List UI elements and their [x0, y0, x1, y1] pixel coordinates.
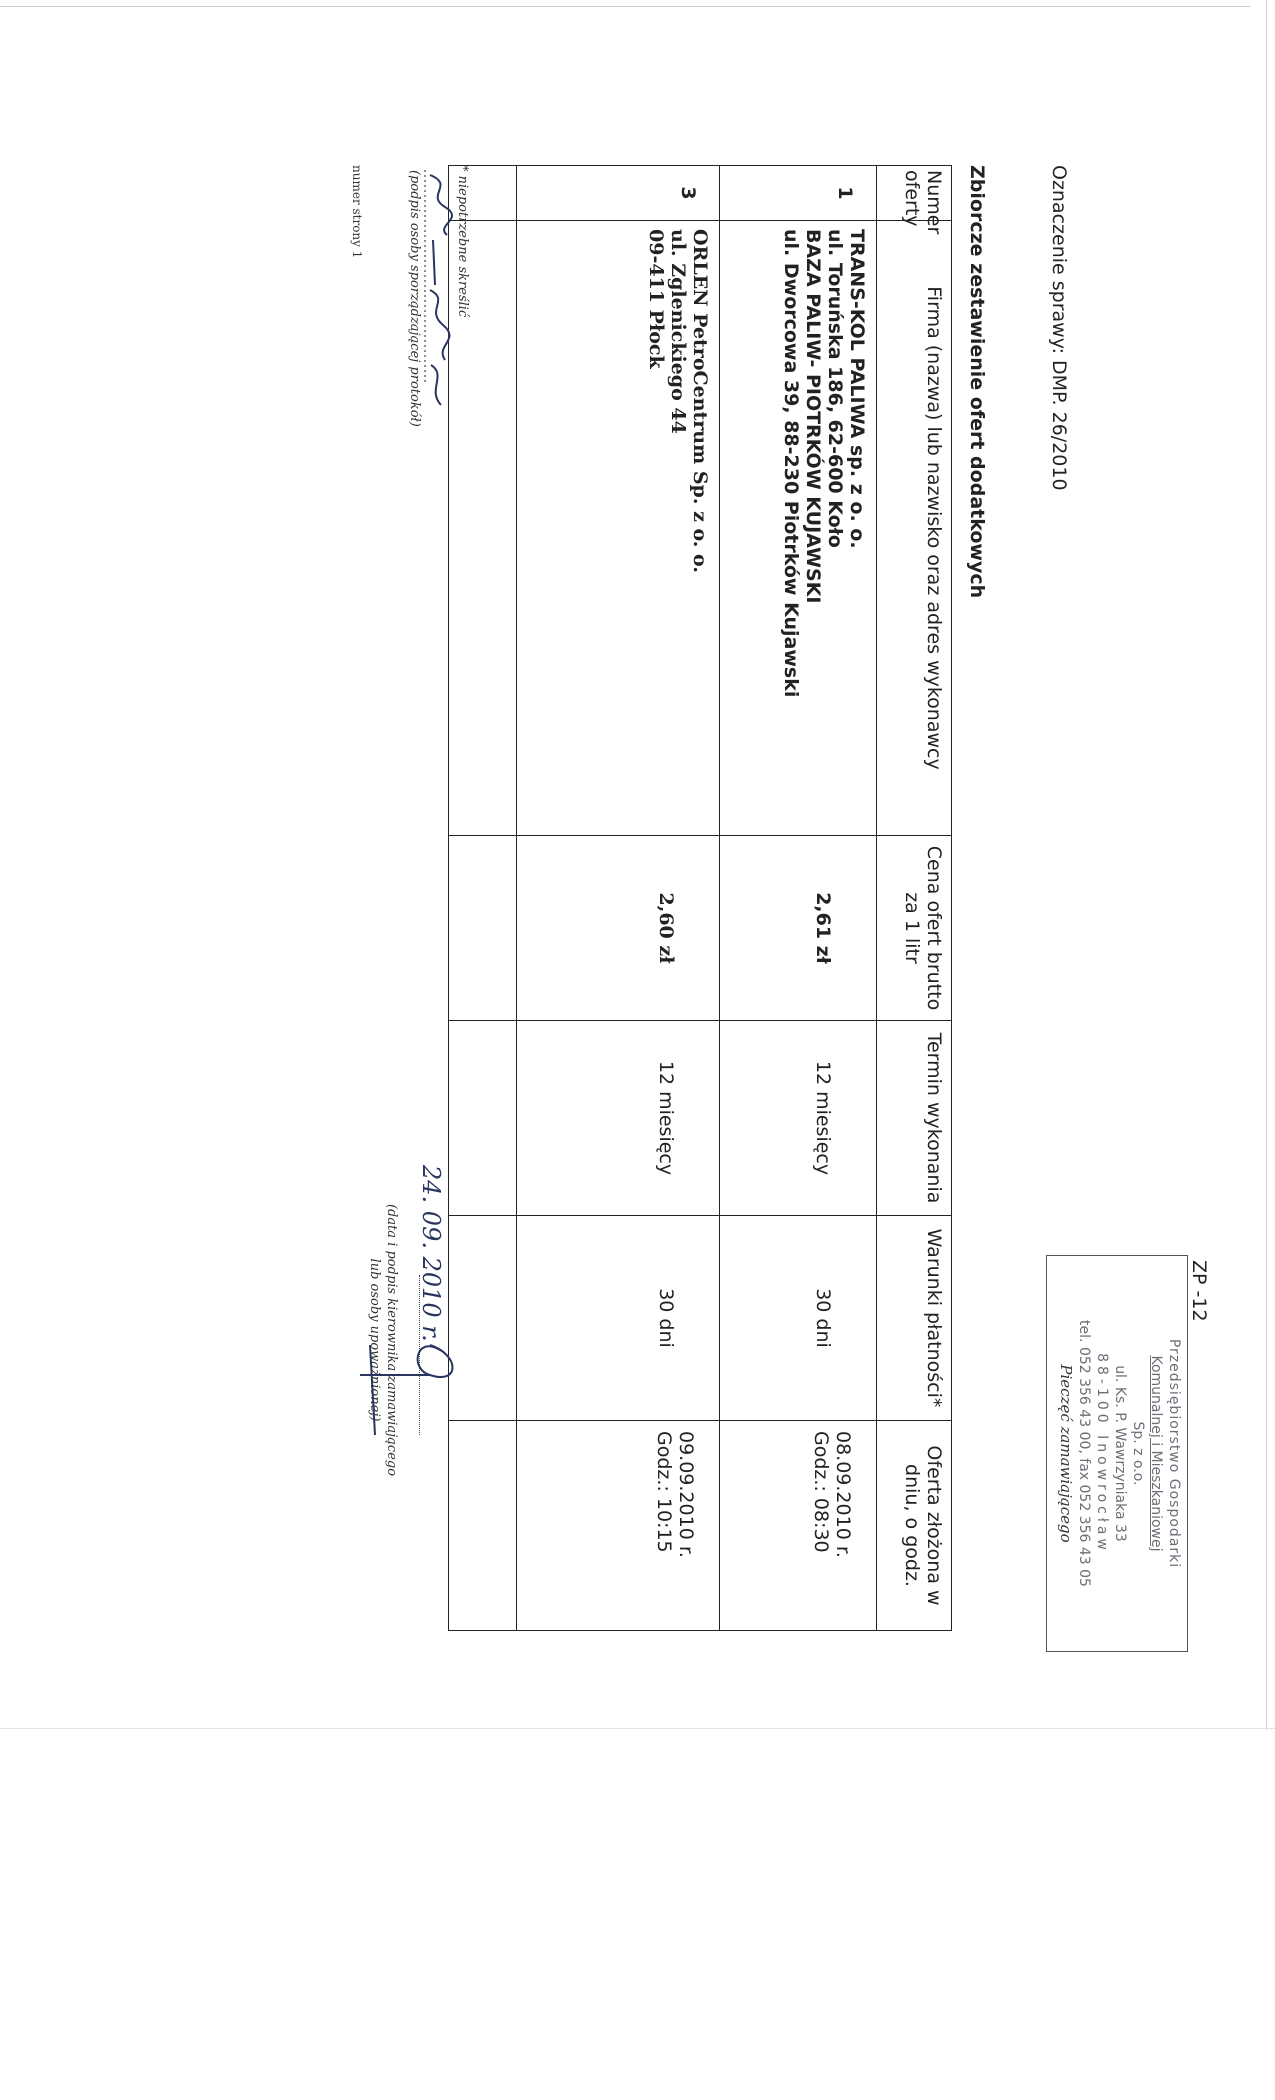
sign-date: 24. 09. 2010 r. [417, 1165, 445, 1342]
company-line: ul. Dworcowa 39, 88-230 Piotrków Kujawski [780, 229, 802, 698]
company-line: ul. Toruńska 186, 62-600 Koło [824, 229, 846, 548]
approver-caption-line: (data i podpis kierownika zamawiającego [384, 1203, 399, 1477]
header-term: Termin wykonania [877, 1021, 952, 1216]
company-stamp [1046, 1255, 1188, 1652]
preparer-signature [415, 165, 465, 465]
submitted-date: 09.09.2010 r. [675, 1431, 697, 1558]
empty-cell [449, 836, 517, 1021]
price-cell: 2,61 zł [720, 836, 877, 1021]
company-cell [517, 221, 720, 836]
stamp-line: Sp. z o.o. [1130, 1421, 1146, 1486]
approver-signature [350, 1315, 470, 1515]
term-cell: 12 miesięcy [720, 1021, 877, 1216]
stamp-caption: Pieczęć zamawiającego [1057, 1364, 1075, 1543]
term-cell: 12 miesięcy [517, 1021, 720, 1216]
page-title: Zbiorcze zestawienie ofert dodatkowych [966, 165, 988, 599]
company-cell [720, 221, 877, 836]
stamp-line: 88-100 Inowrocław [1094, 1353, 1110, 1554]
offers-table [448, 165, 952, 1631]
case-reference: Oznaczenie sprawy: DMP. 26/2010 [1048, 165, 1070, 491]
stamp-line: Przedsiębiorstwo Gospodarki [1166, 1338, 1182, 1569]
approver-caption-line: lub osoby upoważnionej) [367, 1258, 382, 1422]
submitted-time: Godz.: 08:30 [810, 1431, 832, 1553]
submitted-date: 08.09.2010 r. [832, 1431, 854, 1558]
company-line: ul. Zglenickiego 44 [667, 229, 689, 434]
table-header-row [877, 166, 952, 1631]
company-line: BAZA PALIW- PIOTRKÓW KUJAWSKI [802, 229, 824, 604]
form-code: ZP -12 [1188, 1260, 1210, 1322]
header-offer-number: Numer oferty [877, 166, 952, 221]
stamp-line: Komunalnej i Mieszkaniowej [1148, 1355, 1164, 1552]
submitted-cell [720, 1421, 877, 1631]
header-submitted: Oferta złożona w dniu, o godz. [877, 1421, 952, 1631]
stamp-line: ul. Ks. P. Wawrzyniaka 33 [1112, 1365, 1128, 1542]
payment-cell: 30 dni [517, 1216, 720, 1421]
submitted-time: Godz.: 10:15 [653, 1431, 675, 1553]
company-line: TRANS-KOL PALIWA sp. z o. o. [846, 229, 868, 549]
payment-cell: 30 dni [720, 1216, 877, 1421]
scan-right-edge [1266, 0, 1267, 1730]
scan-bottom-edge [0, 1728, 1275, 1729]
document-sheet [170, 165, 1210, 1705]
footnote: * niepotrzebne skreślić [455, 165, 470, 318]
price-cell: 2,60 zł [517, 836, 720, 1021]
header-price: Cena ofert brutto za 1 litr [877, 836, 952, 1021]
header-company: Firma (nazwa) lub nazwisko oraz adres wykonawcy [877, 221, 952, 836]
scan-top-edge [0, 6, 1250, 7]
header-payment: Warunki płatności* [877, 1216, 952, 1421]
company-line: 09-411 Płock [645, 229, 667, 369]
table-row [720, 166, 877, 1631]
table-row [517, 166, 720, 1631]
company-line: ORLEN PetroCentrum Sp. z o. o. [689, 229, 711, 573]
offer-number: 1 [720, 166, 877, 221]
page-number: numer strony 1 [350, 165, 364, 259]
preparer-caption: (podpis osoby sporządzającej protokół) [407, 170, 422, 427]
empty-cell [449, 1021, 517, 1216]
stamp-line: tel. 052 356 43 00, fax 052 356 43 05 [1076, 1320, 1092, 1587]
offer-number: 3 [517, 166, 720, 221]
submitted-cell [517, 1421, 720, 1631]
